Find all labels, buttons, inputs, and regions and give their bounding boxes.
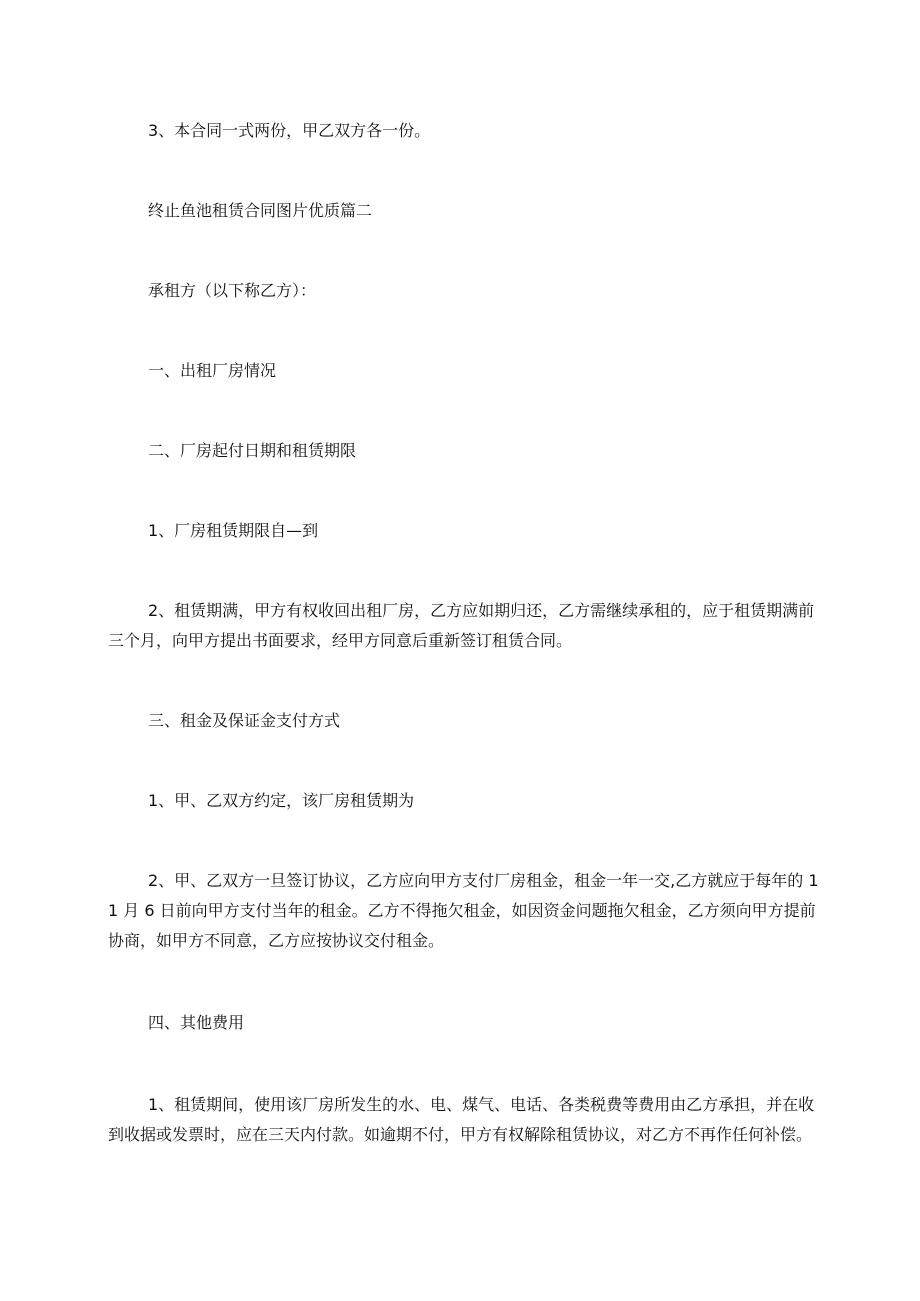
paragraph-rent-terms: 2、甲、乙双方一旦签订协议，乙方应向甲方支付厂房租金，租金一年一交,乙方就应于每年的 11 月 6 日前向甲方支付当年的租金。乙方不得拖欠租金，如因资金问题拖欠租金，乙方须向甲方提前协商，如甲方不同意，乙方应按协议交付租金。 bbox=[108, 871, 819, 950]
paragraph-lessee: 承租方（以下称乙方）： bbox=[148, 281, 317, 300]
paragraph-utilities: 1、租赁期间，使用该厂房所发生的水、电、煤气、电话、各类税费等费用由乙方承担，并在收到收据或发票时，应在三天内付款。如逾期不付，甲方有权解除租赁协议，对乙方不再作任何补偿。 bbox=[108, 1095, 815, 1144]
section-title: 终止鱼池租赁合同图片优质篇二 bbox=[148, 201, 373, 220]
paragraph-agreed-period: 1、甲、乙双方约定，该厂房租赁期为 bbox=[148, 791, 415, 810]
paragraph-lease-period: 1、厂房租赁期限自—到 bbox=[148, 521, 319, 540]
heading-rent-payment: 三、租金及保证金支付方式 bbox=[148, 711, 341, 730]
heading-factory-situation: 一、出租厂房情况 bbox=[148, 361, 277, 380]
heading-other-fees: 四、其他费用 bbox=[148, 1013, 245, 1032]
paragraph-contract-copies: 3、本合同一式两份，甲乙双方各一份。 bbox=[148, 121, 431, 140]
paragraph-lease-expiry: 2、租赁期满，甲方有权收回出租厂房，乙方应如期归还，乙方需继续承租的，应于租赁期满前三个月，向甲方提出书面要求，经甲方同意后重新签订租赁合同。 bbox=[108, 601, 815, 650]
heading-lease-term: 二、厂房起付日期和租赁期限 bbox=[148, 441, 357, 460]
